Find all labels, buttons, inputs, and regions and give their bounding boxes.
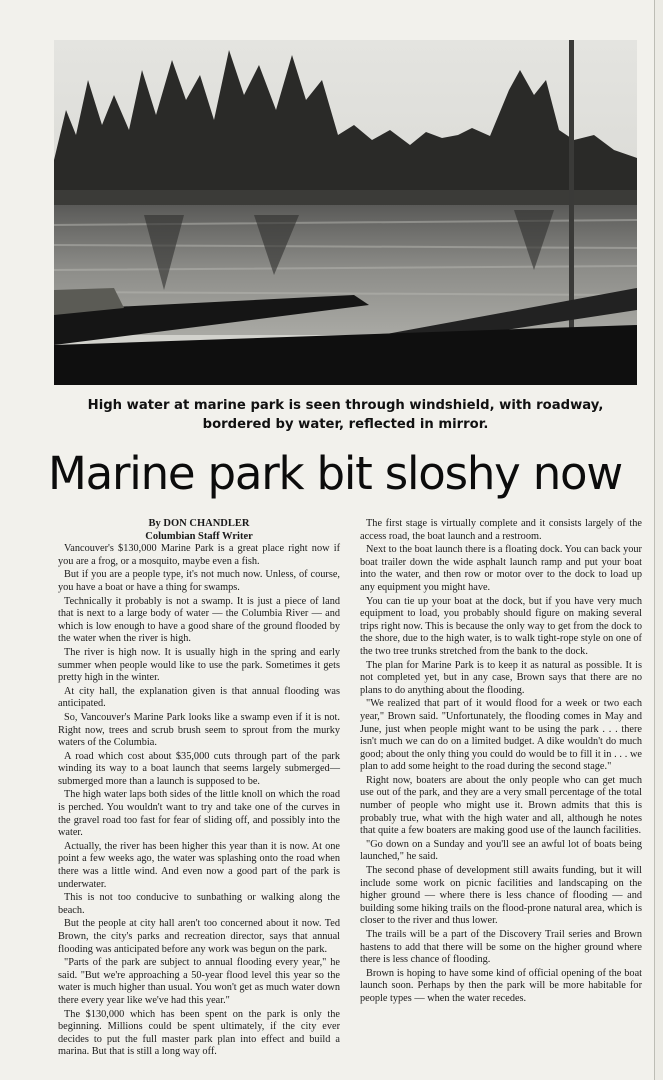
paragraph: Next to the boat launch there is a floating dock. You can back your boat trailer down the wide asphalt launch ramp and put your boat into the water, and then row or motor over to the dock to load up any equipment you might have. xyxy=(360,544,642,593)
paragraph: At city hall, the explanation given is that annual flooding was anticipated. xyxy=(58,685,340,710)
paragraph: "Parts of the park are subject to annual flooding every year," he said. "But we're approaching a 50-year flood level this year so the water is much higher than usual. You won't get as much water down there every year like we've had this year." xyxy=(58,957,340,1006)
paragraph: The high water laps both sides of the little knoll on which the road is perched. You wouldn't want to try and take one of the curves in the gravel road too fast for fear of sliding off, and possibly into the water. xyxy=(58,789,340,839)
paragraph: So, Vancouver's Marine Park looks like a swamp even if it is not. Right now, trees and scrub brush seem to sprout from the murky waters of the Columbia. xyxy=(58,711,340,749)
byline-name: DON CHANDLER xyxy=(163,518,250,529)
paragraph: The river is high now. It is usually high in the spring and early summer when people would like to use the park. Sometimes it gets pretty high in the winter. xyxy=(58,646,340,684)
paragraph: The trails will be a part of the Discovery Trail series and Brown hastens to add that there will be some on the higher ground where there is less chance of flooding. xyxy=(360,929,642,966)
byline xyxy=(58,518,340,543)
photo-caption: High water at marine park is seen through windshield, with roadway, bordered by water, reflected in mirror. xyxy=(87,398,604,432)
paragraph: "Go down on a Sunday and you'll see an awful lot of boats being launched," he said. xyxy=(360,838,642,863)
article-column-right xyxy=(360,518,642,1007)
paragraph: The plan for Marine Park is to keep it as natural as possible. It is not completed yet, but in any case, Brown says that there are no plans to do anything about the flooding. xyxy=(360,659,642,696)
article-column-left xyxy=(58,518,340,1060)
paragraph: Technically it probably is not a swamp. It is just a piece of land that is next to a large body of water — the Columbia River — and which is low enough to have a good share of the ground flooded by the water when the river is high. xyxy=(58,595,340,645)
paragraph: You can tie up your boat at the dock, but if you have very much equipment to load, you probably should figure on making several trips right now. This is because the only way to get from the dock to the shore, due to the high water, is to walk tight-rope style on one of the two tree trunks stretched from the bank to the dock. xyxy=(360,595,642,657)
paragraph: "We realized that part of it would flood for a week or two each year," Brown said. "Unfortunately, the flooding comes in May and June, just when people might want to be using the park . . . there isn't much we can do on a limited budget. A dike wouldn't do much good; about the only thing you could do would be to fill it in . . . we plan to add some height to the road during the second stage." xyxy=(360,698,642,773)
paragraph: The second phase of development still awaits funding, but it will include some work on picnic facilities and landscaping on the higher ground — where there is less chance of flooding — and building some hiking trails on the flood-prone natural area, which is closer to the river and thus lower. xyxy=(360,865,642,927)
news-photo xyxy=(54,40,637,385)
byline-title: Columbian Staff Writer xyxy=(145,530,253,542)
paragraph: A road which cost about $35,000 cuts through part of the park winding its way to a boat launch that seems largely submerged—submerged more than a launch is supposed to be. xyxy=(58,750,340,787)
paragraph: This is not too conducive to sunbathing or walking along the beach. xyxy=(58,892,340,916)
paragraph: But if you are a people type, it's not much now. Unless, of course, you have a boat or have a thing for swamps. xyxy=(58,569,340,593)
paragraph: Vancouver's $130,000 Marine Park is a great place right now if you are a frog, or a mosquito, maybe even a fish. xyxy=(58,543,340,567)
paragraph: Actually, the river has been higher this year than it is now. At one point a few weeks ago, the water was splashing onto the road when there was a little wind. And even now a good part of the park is underwater. xyxy=(58,840,340,890)
paragraph: The $130,000 which has been spent on the park is only the beginning. Millions could be spent ultimately, if the city ever decides to put the full master park plan into effect and build a marina. But that is still a long way off. xyxy=(58,1008,340,1058)
adjacent-page-edge xyxy=(654,0,663,1080)
flooded-park-photo xyxy=(54,40,637,385)
paragraph: Right now, boaters are about the only people who can get much use out of the park, and they are a very small percentage of the total number of people who might use it. Brown admits that this is probably true, what with the high water and all, although he notes that quite a few boaters are making good use of the launch facilities. xyxy=(360,774,642,837)
paragraph: The first stage is virtually complete and it consists largely of the access road, the boat launch and a restroom. xyxy=(360,518,642,542)
paragraph: Brown is hoping to have some kind of official opening of the boat launch soon. Perhaps by then the park will be more habitable for people types — when the water recedes. xyxy=(360,967,642,1004)
paragraph: But the people at city hall aren't too concerned about it now. Ted Brown, the city's parks and recreation director, says that annual flooding was anticipated before any work was begun on the park. xyxy=(58,918,340,955)
headline: Marine park bit sloshy now xyxy=(48,447,622,500)
byline-prefix: By xyxy=(148,518,161,529)
